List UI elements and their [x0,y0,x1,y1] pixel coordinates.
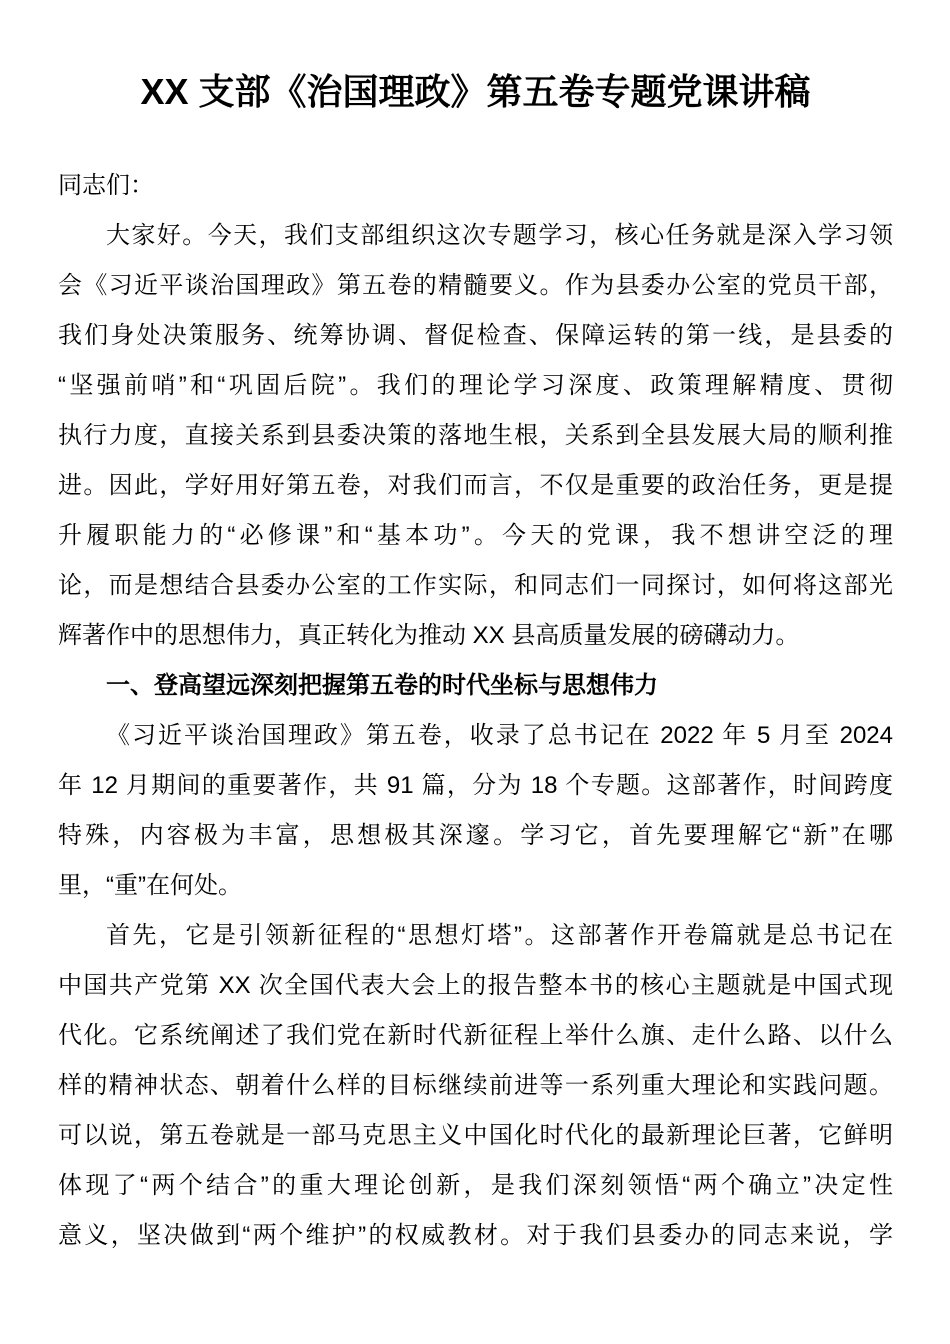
body-text-line: 进。因此，学好用好第五卷，对我们而言，不仅是重要的政治任务，更是提 [58,472,893,499]
body-text-line: 体现了“两个结合”的重大理论创新，是我们深刻领悟“两个确立”决定性 [58,1172,893,1199]
body-text-line: 《习近平谈治国理政》第五卷，收录了总书记在 2022 年 5 月至 2024 [106,722,893,749]
body-text-line: 可以说，第五卷就是一部马克思主义中国化时代化的最新理论巨著，它鲜明 [58,1122,893,1149]
body-text-line: 中国共产党第 XX 次全国代表大会上的报告整本书的核心主题就是中国式现 [58,972,893,999]
document-title: XX 支部《治国理政》第五卷专题党课讲稿 [140,71,811,112]
section-heading-line: 一、登高望远深刻把握第五卷的时代坐标与思想伟力 [106,672,658,699]
body-text-line: 会《习近平谈治国理政》第五卷的精髓要义。作为县委办公室的党员干部， [58,272,893,299]
body-text-line: 特殊，内容极为丰富，思想极其深邃。学习它，首先要理解它“新”在哪 [58,822,893,849]
body-text-line: 论，而是想结合县委办公室的工作实际，和同志们一同探讨，如何将这部光 [58,572,893,599]
body-text-line: 意义，坚决做到“两个维护”的权威教材。对于我们县委办的同志来说，学 [58,1222,893,1249]
body-text-line: 辉著作中的思想伟力，真正转化为推动 XX 县高质量发展的磅礴动力。 [58,622,800,649]
body-text-line: 里，“重”在何处。 [58,872,242,899]
body-text-line: 首先，它是引领新征程的“思想灯塔”。这部著作开卷篇就是总书记在 [106,922,893,949]
body-text-line: 我们身处决策服务、统筹协调、督促检查、保障运转的第一线，是县委的 [58,322,893,349]
body-text-line: 代化。它系统阐述了我们党在新时代新征程上举什么旗、走什么路、以什么 [58,1022,893,1049]
body-text-line: 执行力度，直接关系到县委决策的落地生根，关系到全县发展大局的顺利推 [58,422,893,449]
body-text-line: 大家好。今天，我们支部组织这次专题学习，核心任务就是深入学习领 [106,222,893,249]
body-text-line: 年 12 月期间的重要著作，共 91 篇，分为 18 个专题。这部著作，时间跨度 [58,772,893,799]
body-text-line: 同志们： [58,172,154,199]
document-body [58,161,893,1261]
body-text-line: 样的精神状态、朝着什么样的目标继续前进等一系列重大理论和实践问题。 [58,1072,893,1099]
body-text-line: 升履职能力的“必修课”和“基本功”。今天的党课，我不想讲空泛的理 [58,522,893,549]
body-text-line: “坚强前哨”和“巩固后院”。我们的理论学习深度、政策理解精度、贯彻 [58,372,893,399]
